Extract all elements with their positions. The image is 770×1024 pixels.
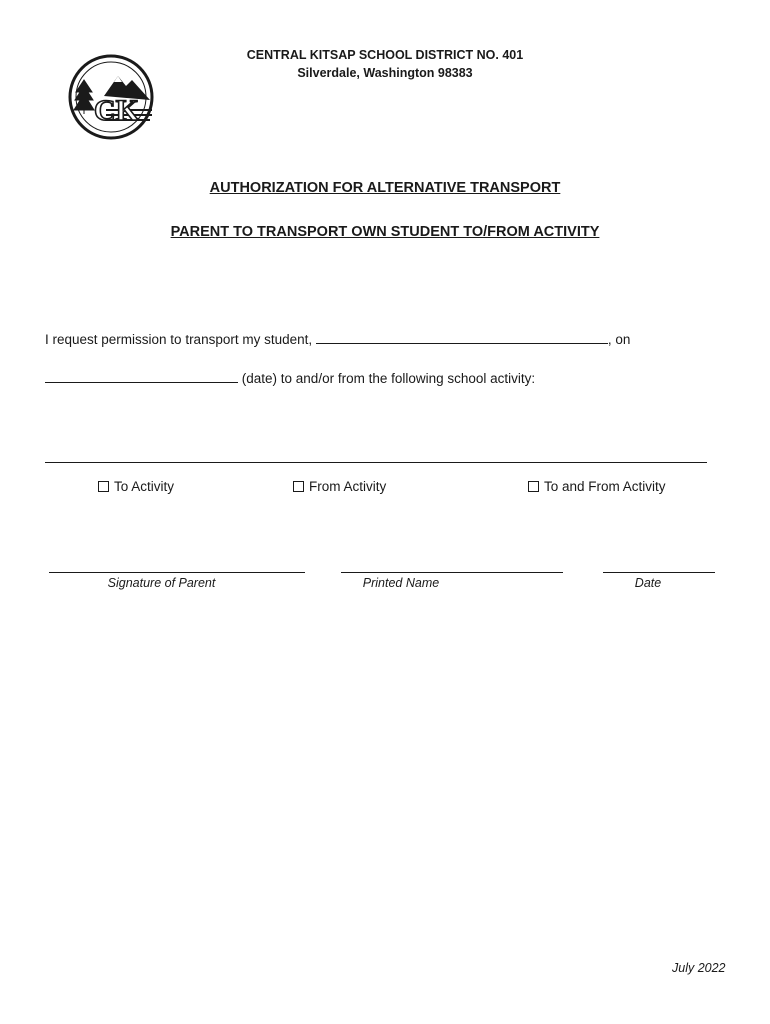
option-label: To and From Activity [544,479,666,494]
parent-signature-field[interactable] [49,572,305,573]
student-name-field[interactable] [316,331,608,344]
logo-letters: CK [94,94,139,127]
form-title: AUTHORIZATION FOR ALTERNATIVE TRANSPORT [209,180,561,196]
printed-name-label: Printed Name [362,576,440,590]
request-suffix: , on [607,332,631,347]
activity-field[interactable] [45,462,707,477]
district-address: Silverdale, Washington 98383 [297,66,473,80]
date-line [45,370,535,386]
request-prefix: I request permission to transport my student, [45,332,313,347]
activity-date-field[interactable] [45,370,238,383]
revision-date: July 2022 [672,961,726,975]
option-to-activity[interactable] [98,479,174,494]
option-label: From Activity [309,479,387,494]
district-name: CENTRAL KITSAP SCHOOL DISTRICT NO. 401 [246,48,524,62]
checkbox-icon[interactable] [293,481,304,492]
checkbox-icon[interactable] [98,481,109,492]
parent-signature-label: Signature of Parent [107,576,216,590]
form-subtitle: PARENT TO TRANSPORT OWN STUDENT TO/FROM ACTIVITY [170,224,600,240]
option-from-activity[interactable] [293,479,386,494]
date-label: Date [634,576,662,590]
option-label: To Activity [114,479,175,494]
printed-name-field[interactable] [341,572,563,573]
date-line-text: (date) to and/or from the following school activity: [241,371,536,386]
date-field[interactable] [603,572,715,573]
checkbox-icon[interactable] [528,481,539,492]
option-to-and-from-activity[interactable] [528,479,666,494]
request-line [45,331,630,347]
